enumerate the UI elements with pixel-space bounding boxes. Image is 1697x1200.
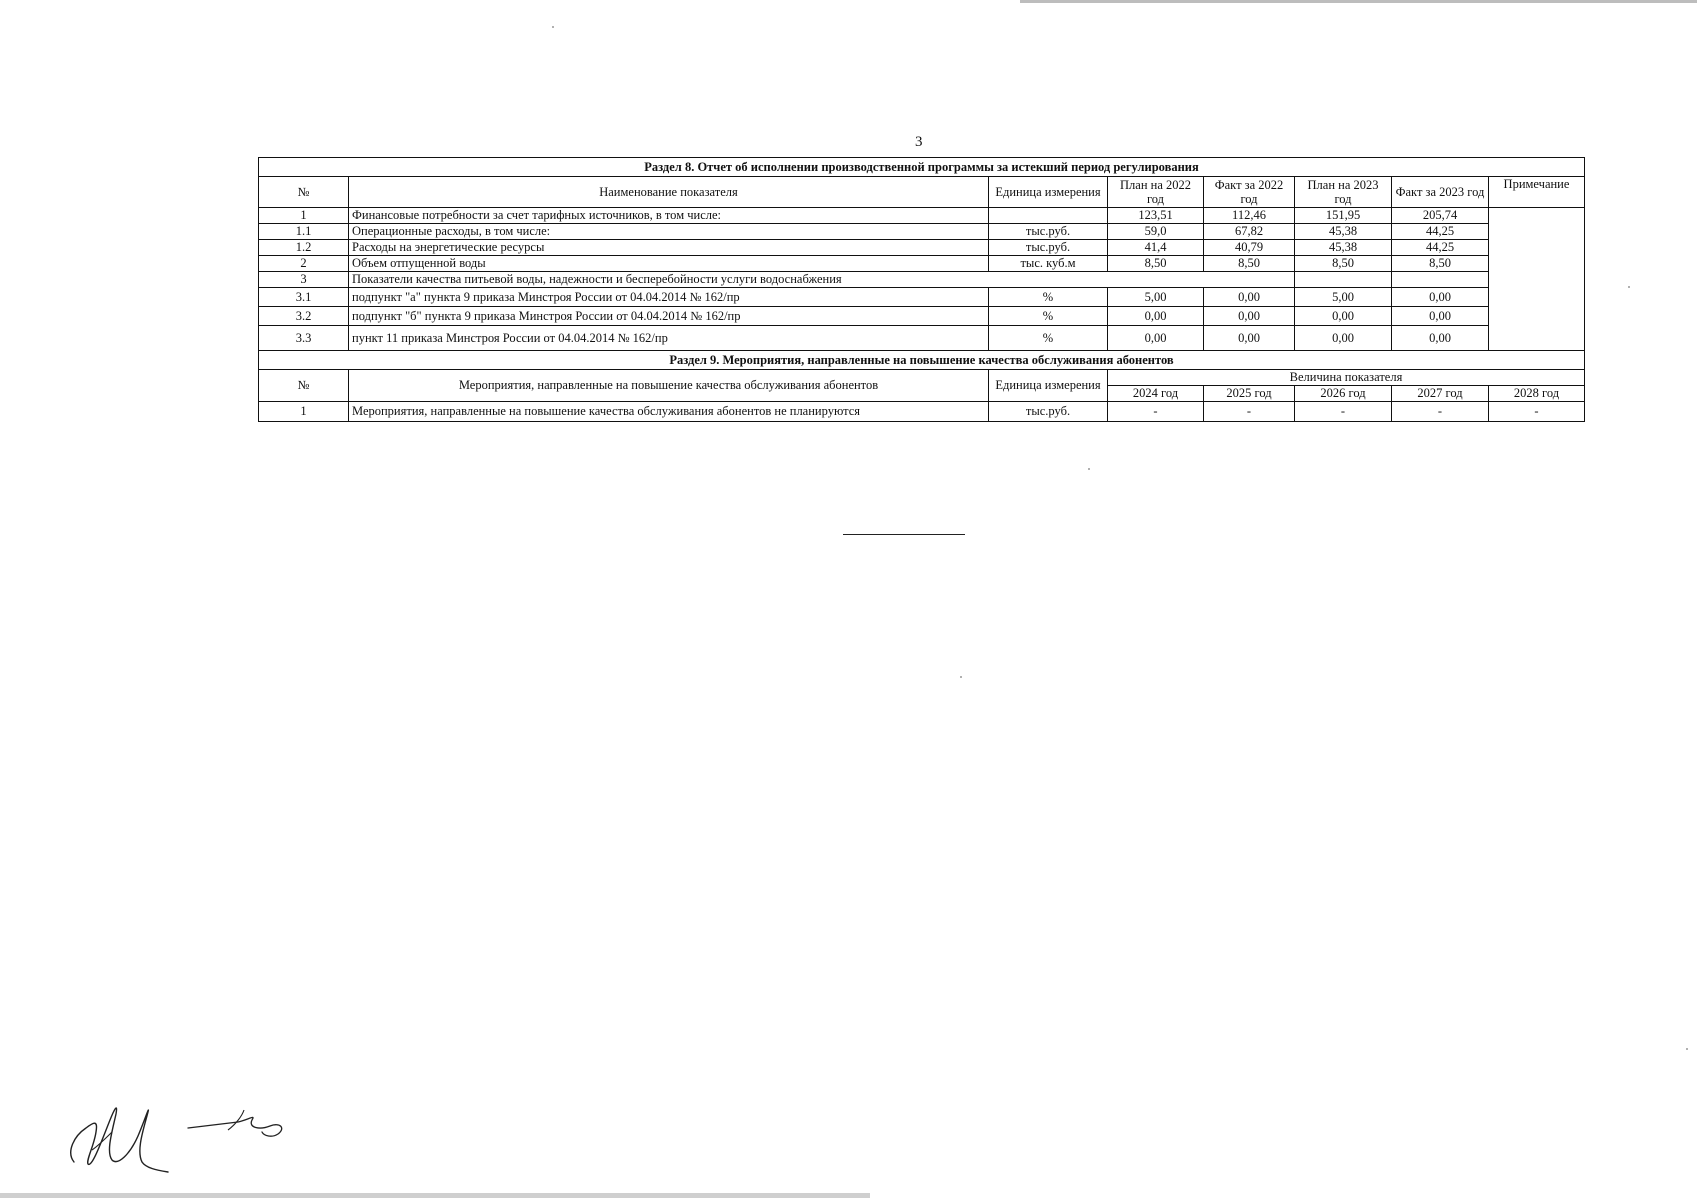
- row-value-2025: -: [1204, 402, 1295, 422]
- scan-speck: [1686, 1048, 1688, 1050]
- row-num: 3.2: [259, 307, 349, 326]
- s9-header-unit: Единица измерения: [989, 370, 1108, 402]
- row-name: Расходы на энергетические ресурсы: [349, 240, 989, 256]
- scan-speck: [552, 26, 554, 28]
- table-row: [259, 326, 1585, 351]
- row-plan-2022: 0,00: [1108, 326, 1204, 351]
- row-plan-2023: 8,50: [1295, 256, 1392, 272]
- header-unit: Единица измерения: [989, 177, 1108, 208]
- row-fact-2022: 8,50: [1204, 256, 1295, 272]
- s9-year-2026: 2026 год: [1295, 386, 1392, 402]
- row-num: 1: [259, 402, 349, 422]
- row-fact-2023: 44,25: [1392, 224, 1489, 240]
- row-fact-2023: 0,00: [1392, 307, 1489, 326]
- page-number: 3: [915, 134, 923, 150]
- row-plan-2022: 123,51: [1108, 208, 1204, 224]
- row-plan-2023: 45,38: [1295, 224, 1392, 240]
- row-name: подпункт "а" пункта 9 приказа Минстроя России от 04.04.2014 № 162/пр: [349, 288, 989, 307]
- row-unit: %: [989, 326, 1108, 351]
- table-row: [259, 272, 1585, 288]
- row-fact-2022: 40,79: [1204, 240, 1295, 256]
- row-plan-2023: 45,38: [1295, 240, 1392, 256]
- row-plan-2023: 0,00: [1295, 307, 1392, 326]
- table-row: [259, 240, 1585, 256]
- header-num: №: [259, 177, 349, 208]
- row-num: 1: [259, 208, 349, 224]
- row-num: 3: [259, 272, 349, 288]
- row-fact-2022: 0,00: [1204, 326, 1295, 351]
- row-num: 3.3: [259, 326, 349, 351]
- table-row: [259, 307, 1585, 326]
- table-row: [259, 224, 1585, 240]
- s9-header-name: Мероприятия, направленные на повышение качества обслуживания абонентов: [349, 370, 989, 402]
- header-name: Наименование показателя: [349, 177, 989, 208]
- row-num: 1.1: [259, 224, 349, 240]
- table-row: [259, 288, 1585, 307]
- scan-speck: [960, 676, 962, 678]
- row-plan-2022: 59,0: [1108, 224, 1204, 240]
- section9-title-row: [259, 351, 1585, 370]
- header-note: Примечание: [1489, 177, 1585, 208]
- signature-icon: [52, 1080, 302, 1180]
- row-plan-2023: 5,00: [1295, 288, 1392, 307]
- row-name: Показатели качества питьевой воды, надежности и бесперебойности услуги водоснабжения: [349, 272, 1295, 288]
- section8-title-row: [259, 158, 1585, 177]
- end-rule: [843, 534, 965, 535]
- row-fact-2023: 0,00: [1392, 288, 1489, 307]
- row-value-2024: -: [1108, 402, 1204, 422]
- header-plan-2022: План на 2022 год: [1108, 177, 1204, 208]
- row-unit: тыс.руб.: [989, 240, 1108, 256]
- row-fact-2022: 0,00: [1204, 288, 1295, 307]
- row-unit: тыс.руб.: [989, 224, 1108, 240]
- row-plan-2022: 8,50: [1108, 256, 1204, 272]
- row-num: 2: [259, 256, 349, 272]
- report-table: [258, 157, 1585, 422]
- report-sheet: [258, 157, 1584, 422]
- row-plan-2023: [1295, 272, 1392, 288]
- row-name: пункт 11 приказа Минстроя России от 04.04.2014 № 162/пр: [349, 326, 989, 351]
- row-name: подпункт "б" пункта 9 приказа Минстроя России от 04.04.2014 № 162/пр: [349, 307, 989, 326]
- row-value-2028: -: [1489, 402, 1585, 422]
- row-fact-2023: 205,74: [1392, 208, 1489, 224]
- row-plan-2023: 151,95: [1295, 208, 1392, 224]
- row-fact-2022: 0,00: [1204, 307, 1295, 326]
- row-unit: %: [989, 307, 1108, 326]
- header-plan-2023: План на 2023 год: [1295, 177, 1392, 208]
- s9-header-num: №: [259, 370, 349, 402]
- row-num: 3.1: [259, 288, 349, 307]
- header-fact-2023: Факт за 2023 год: [1392, 177, 1489, 208]
- table-row: [259, 256, 1585, 272]
- s9-header-value: Величина показателя: [1108, 370, 1585, 386]
- row-fact-2023: [1392, 272, 1489, 288]
- section9-title: Раздел 9. Мероприятия, направленные на повышение качества обслуживания абонентов: [259, 351, 1585, 370]
- s9-year-2025: 2025 год: [1204, 386, 1295, 402]
- row-num: 1.2: [259, 240, 349, 256]
- scan-bottom-edge: [0, 1193, 870, 1198]
- row-fact-2022: 67,82: [1204, 224, 1295, 240]
- scan-speck: [1088, 468, 1090, 470]
- row-name: Мероприятия, направленные на повышение качества обслуживания абонентов не планируются: [349, 402, 989, 422]
- table-row: [259, 208, 1585, 224]
- row-plan-2022: 41,4: [1108, 240, 1204, 256]
- row-plan-2022: 0,00: [1108, 307, 1204, 326]
- row-value-2026: -: [1295, 402, 1392, 422]
- row-name: Финансовые потребности за счет тарифных источников, в том числе:: [349, 208, 989, 224]
- header-fact-2022: Факт за 2022 год: [1204, 177, 1295, 208]
- section8-title: Раздел 8. Отчет об исполнении производственной программы за истекший период регулирования: [259, 158, 1585, 177]
- s9-year-2028: 2028 год: [1489, 386, 1585, 402]
- section8-header-row: [259, 177, 1585, 208]
- row-name: Объем отпущенной воды: [349, 256, 989, 272]
- scan-speck: [1628, 286, 1630, 288]
- row-unit: тыс.руб.: [989, 402, 1108, 422]
- row-name: Операционные расходы, в том числе:: [349, 224, 989, 240]
- note-cell: [1489, 208, 1585, 351]
- row-unit: %: [989, 288, 1108, 307]
- row-unit: [989, 208, 1108, 224]
- table-row: [259, 402, 1585, 422]
- row-fact-2023: 44,25: [1392, 240, 1489, 256]
- row-plan-2023: 0,00: [1295, 326, 1392, 351]
- row-fact-2022: 112,46: [1204, 208, 1295, 224]
- row-fact-2023: 8,50: [1392, 256, 1489, 272]
- scan-top-edge: [1020, 0, 1697, 3]
- s9-year-2024: 2024 год: [1108, 386, 1204, 402]
- row-unit: тыс. куб.м: [989, 256, 1108, 272]
- row-plan-2022: 5,00: [1108, 288, 1204, 307]
- row-value-2027: -: [1392, 402, 1489, 422]
- section9-header-row: [259, 370, 1585, 386]
- s9-year-2027: 2027 год: [1392, 386, 1489, 402]
- row-fact-2023: 0,00: [1392, 326, 1489, 351]
